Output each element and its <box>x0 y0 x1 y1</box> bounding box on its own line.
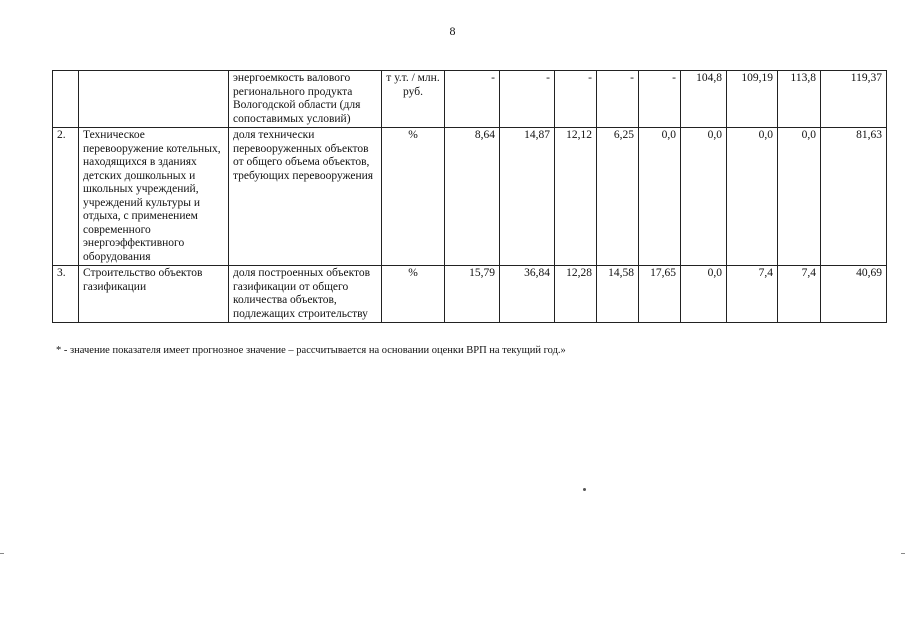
value-cell: 0,0 <box>727 128 778 266</box>
value-cell: 0,0 <box>681 266 727 323</box>
value-cell: 104,8 <box>681 71 727 128</box>
value-cell: 0,0 <box>681 128 727 266</box>
value-cell: 7,4 <box>727 266 778 323</box>
value-cell: - <box>597 71 639 128</box>
value-cell: 14,87 <box>500 128 555 266</box>
value-cell: - <box>639 71 681 128</box>
page-number: 8 <box>449 24 456 38</box>
value-cell: 17,65 <box>639 266 681 323</box>
indicator-name: энергоемкость валового регионального продукта Вологодской области (для сопоставимых условий) <box>229 71 382 128</box>
indicator-name: доля построенных объектов газификации от общего количества объектов, подлежащих строительству <box>229 266 382 323</box>
indicators-table <box>52 70 887 323</box>
value-cell: 7,4 <box>778 266 821 323</box>
value-cell: 12,28 <box>555 266 597 323</box>
measure-name <box>79 71 229 128</box>
value-cell: 12,12 <box>555 128 597 266</box>
measure-name: Строительство объектов газификации <box>79 266 229 323</box>
value-cell: 40,69 <box>821 266 887 323</box>
value-cell: 0,0 <box>639 128 681 266</box>
measure-name: Техническое перевооружение котельных, находящихся в зданиях детских дошкольных и школьных учреждений, учреждений культуры и отдыха, с применением современного энергоэффективного оборудования <box>79 128 229 266</box>
table-row <box>53 128 887 266</box>
value-cell: 8,64 <box>445 128 500 266</box>
value-cell: - <box>500 71 555 128</box>
row-number: 2. <box>53 128 79 266</box>
edge-mark-left <box>0 553 4 554</box>
table-row <box>53 71 887 128</box>
value-cell: 119,37 <box>821 71 887 128</box>
unit-cell: % <box>382 266 445 323</box>
value-cell: 0,0 <box>778 128 821 266</box>
value-cell: - <box>445 71 500 128</box>
unit-cell: % <box>382 128 445 266</box>
value-cell: - <box>555 71 597 128</box>
row-number <box>53 71 79 128</box>
scan-speck <box>583 488 586 491</box>
value-cell: 14,58 <box>597 266 639 323</box>
value-cell: 36,84 <box>500 266 555 323</box>
row-number: 3. <box>53 266 79 323</box>
edge-mark-right <box>901 553 905 554</box>
value-cell: 109,19 <box>727 71 778 128</box>
unit-cell: т у.т. / млн. руб. <box>382 71 445 128</box>
value-cell: 81,63 <box>821 128 887 266</box>
footnote: * - значение показателя имеет прогнозное значение – рассчитывается на основании оценки ВРП на текущий год.» <box>56 345 566 356</box>
value-cell: 15,79 <box>445 266 500 323</box>
value-cell: 6,25 <box>597 128 639 266</box>
value-cell: 113,8 <box>778 71 821 128</box>
indicator-name: доля технически перевооруженных объектов от общего объема объектов, требующих перевооружения <box>229 128 382 266</box>
table-row <box>53 266 887 323</box>
